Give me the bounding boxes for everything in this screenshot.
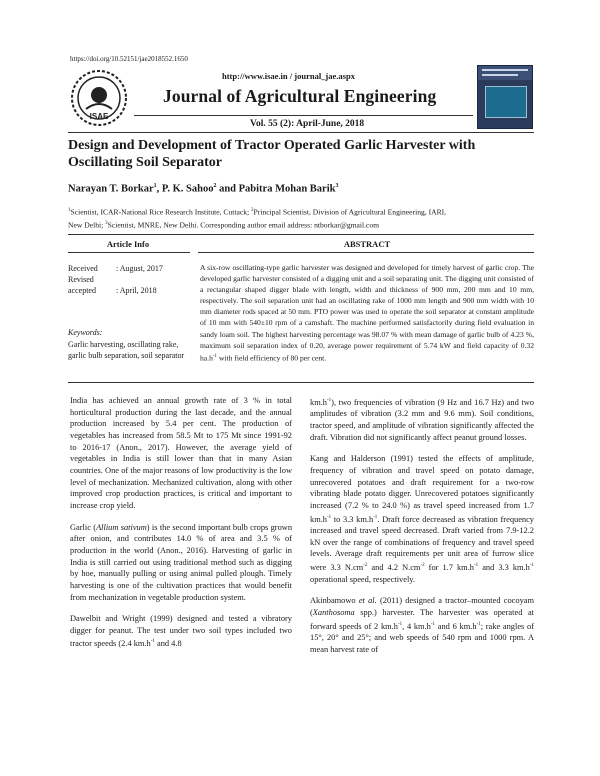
journal-title: Journal of Agricultural Engineering (163, 86, 437, 106)
accepted-label: accepted (68, 286, 96, 295)
accepted-value: : April, 2018 (116, 286, 157, 295)
text-run: spp.) harvester. The harvester was operated at forward speeds of 2 km.h (310, 607, 534, 631)
author-3: Pabitra Mohan Barik (238, 183, 336, 195)
body-column-right (310, 395, 534, 665)
article-info-heading: Article Info (106, 239, 150, 249)
text-run: km.h (310, 397, 327, 407)
paragraph: India has achieved an annual growth rate of 3 % in total horticultural production during the last decade, and the annual production increased by 5.4 per cent. The production of vegetables has increased from 58.5 Mt to 175 Mt since 1991-92 to 2016-17 (Anon., 2017). However, the average yield of vegetables in India is still lower than that in many Asian countries. One of the major reasons of low productivity is the low level of mechanization. Mechanized cultivation, along with other improved crop production practices, is critical and important to increase crop yield. (70, 396, 292, 510)
volume-info: Vol. 55 (2): April-June, 2018 (250, 119, 365, 129)
unit-sup: -1 (476, 621, 481, 627)
journal-cover-image (477, 65, 533, 129)
unit-sup: -1 (397, 621, 403, 627)
journal-url[interactable]: http://www.isae.in / journal_jae.aspx (222, 71, 355, 81)
received-value: : August, 2017 (116, 264, 163, 273)
text-run: and 6 km.h (435, 621, 477, 631)
text-run: Akinbamowo (310, 596, 359, 606)
revised-label: Revised (68, 275, 94, 284)
divider (68, 234, 534, 235)
received-label: Received (68, 264, 98, 273)
abstract-heading: ABSTRACT (343, 239, 391, 249)
text-run: , 4 km.h (402, 621, 431, 631)
text-run: and 4.8 (154, 639, 182, 649)
author-sep: and (216, 183, 239, 195)
abstract-text (200, 262, 534, 363)
unit-sup: -2 (363, 563, 368, 569)
species-name: Allium sativum (96, 522, 147, 532)
author-sep: , (156, 183, 162, 195)
author-1: Narayan T. Borkar (68, 183, 154, 195)
author-1-sup: 1 (153, 183, 157, 189)
species-name: Xanthosoma (312, 607, 355, 617)
title-line-2: Oscillating Soil Separator (68, 155, 222, 170)
divider (68, 252, 190, 253)
affil-text: New Delhi; (68, 220, 106, 230)
divider (68, 132, 534, 133)
affil-text: Scientist, MNRE, New Delhi. Corresponding author email address: ntborkar@gmail.com (107, 220, 380, 230)
divider (68, 382, 534, 383)
keywords-label: Keywords: (68, 328, 103, 337)
affiliations (68, 205, 538, 231)
text-run: Kang and Halderson (1991) tested the effects of amplitude, frequency of vibration and travel speed on potato damage, unrecovered potatoes and draft requirement for a two-row vibrating blade potato digger. Unrecovered potatoes significantly increased (7.2 % to 24.0 %) as travel speed increased from 1.7 km.h (310, 454, 534, 524)
paragraph (70, 613, 292, 650)
affil-sup: 1 (68, 208, 71, 213)
article-dates (68, 263, 163, 296)
divider (198, 252, 534, 253)
isae-logo (70, 69, 128, 127)
unit-sup: -1 (529, 563, 535, 569)
text-run: ) is the second important bulb crops grown after onion, and contributes 14.0 % of area and 3.5 % of production in the world (Anon., 2016). Harvesting of garlic in India is still carried out using traditional method such as digging by hoe, manually pulling or using animal pulled plough. Timely harvesting is one of the cultivation practices that would benefit from mechanization in vegetable production system. (70, 522, 293, 602)
keywords: Garlic harvesting, oscillating rake, garlic bulb separation, soil separator (68, 340, 185, 360)
doi-link[interactable]: https://doi.org/10.52151/jae2018552.1650 (70, 55, 188, 63)
text-run: (2011) designed a tractor–mounted cocoyam ( (310, 596, 534, 617)
paragraph (310, 595, 534, 655)
text-run: . Draft force decreased as vibration frequency increased and travel speed decreased. Draft varied from 7.9-12.2 kN over the range of combinations of frequency and travel speed levels. Average draft requirements per unit area of furrow slice were 3.3 N.cm (310, 514, 534, 572)
affil-sup: 3 (105, 221, 108, 227)
text-run: and 4.2 N.cm (367, 562, 421, 572)
affil-sup: 2 (251, 208, 254, 213)
paper-title (68, 137, 534, 171)
text-run: ; rake angles of 15°, 20° and 25°; and web speeds of 540 rpm and 1000 rpm. A mean harvest rate of (310, 621, 535, 654)
unit-sup: -2 (420, 563, 425, 569)
text-run: operational speed, respectively. (310, 574, 416, 584)
text-run: Garlic ( (70, 522, 97, 532)
paragraph (310, 453, 534, 585)
text-run: Dawelbit and Wright (1999) designed and tested a vibratory digger for peanut. The test under two soil types included two tractor speeds (2.4 km.h (70, 614, 292, 649)
abstract-part: with field efficiency of 80 per cent. (217, 353, 327, 363)
unit-sup: -1 (326, 514, 332, 520)
text-run: for 1.7 km.h (424, 562, 474, 572)
author-2-sup: 2 (213, 183, 217, 189)
paragraph (310, 395, 534, 443)
text-run: ), two frequencies of vibration (9 Hz and 16.7 Hz) and two amplitudes of vibration (3.2 mm and 9.6 mm). Soil conditions, tractor speed, and amplitude of vibration significantly affected the draft. Vibration did not significantly affect peanut ground losses. (310, 397, 534, 442)
paragraph (70, 522, 292, 604)
logo-text: ISAE (89, 112, 109, 121)
unit-sup: -1 (373, 514, 378, 520)
unit-sup: -1 (473, 563, 479, 569)
affil-text: Principal Scientist, Division of Agricultural Engineering, IARI, (253, 207, 447, 217)
title-line-1: Design and Development of Tractor Operated Garlic Harvester with (68, 138, 476, 153)
unit-sup: -1 (326, 398, 332, 403)
text-run: et al. (358, 596, 377, 606)
divider (134, 115, 473, 116)
author-list (68, 183, 338, 195)
abstract-sup: -1 (212, 353, 218, 359)
body-column-left (70, 395, 292, 660)
abstract-part: A six-row oscillating-type garlic harvester was designed and developed for timely harvest of garlic crop. The developed garlic harvester consisted of a digging unit and a soil separating unit. The digging unit consisted of a rectangular shaped digger blade with length, width and thickness of 900 mm, 200 mm and 10 mm, respectively. The soil separation unit had an oscillating rake of 1000 mm length and 900 mm width with 10 mm diameter rods spaced at 50 mm. PTO power was used to operate the soil separator at constant amplitude of 10 mm with 540±10 rpm of a camshaft. The machine performed satisfactorily during field evaluation in sandy loam soil. The highest harvesting percentage was 98.07 % with mean damage of garlic bulb of 4.23 %, maximum soil separation index of 0.20, average power requirement of 5.74 kW and field capacity of 0.32 ha.h (200, 263, 534, 363)
text-run: to 3.3 km.h (331, 514, 374, 524)
text-run: and 3.3 km.h (478, 562, 530, 572)
author-3-sup: 3 (335, 183, 339, 189)
affil-text: Scientist, ICAR-National Rice Research Institute, Cuttack; (70, 207, 252, 217)
author-2: P. K. Sahoo (161, 183, 214, 195)
unit-sup: -1 (150, 639, 155, 645)
unit-sup: -1 (430, 621, 436, 627)
